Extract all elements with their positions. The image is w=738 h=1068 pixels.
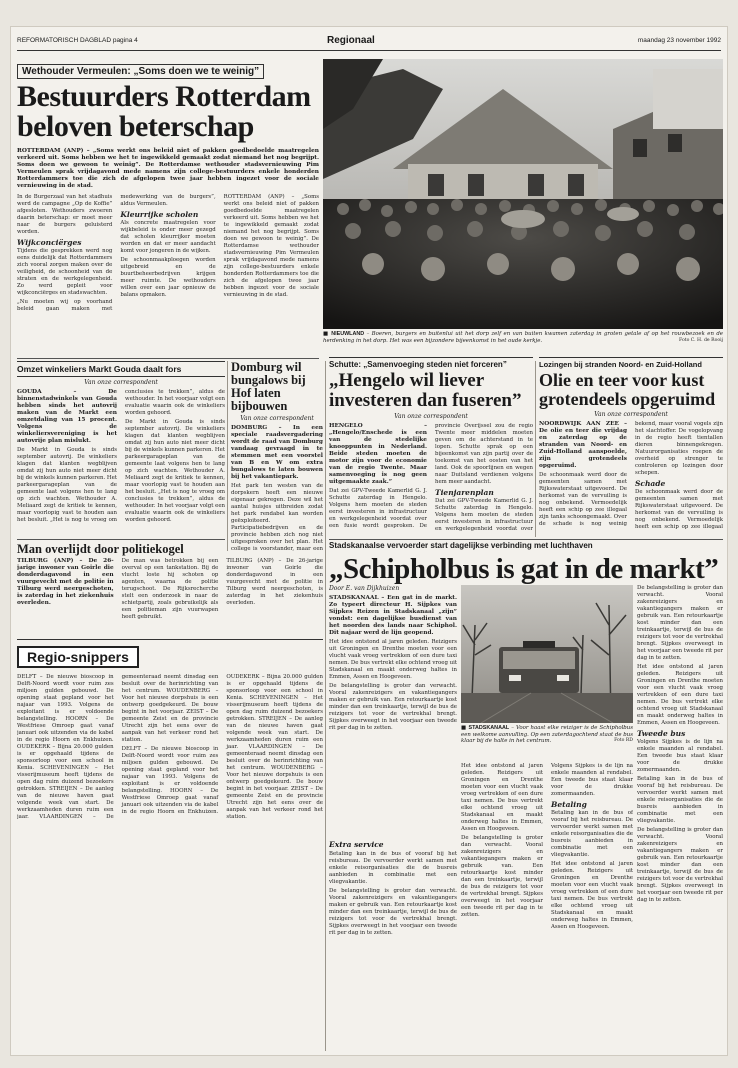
photo-crowd [323, 59, 723, 329]
body-paragraph: De schoonmaak werd door de gemeenten samen met Rijkswaterstaat uitgevoerd. De herkomst van de vervuiling is nog onbekend. Vermoedelijk heeft een schip op zee illegaal zijn tanks schoongemaakt. Over de schade is nog weinig bekend, maar vooral vogels zijn het slachtoffer. De vogelopvang in de regio heeft tientallen dieren binnengekregen. Natuurorganisaties roepen de overheid op strenger te controleren op lozingen door schepen. [539, 421, 723, 527]
article-lead: DOMBURG – In een speciale raadsvergadering wordt de raad van Domburg vandaag gevraagd in te stemmen met een voorstel van B en W om extra bungalows te laten bouwen bij het vakantiepark. [231, 425, 323, 480]
subheading: Betaling [551, 800, 587, 809]
article-body [539, 421, 723, 533]
article-headline: „Hengelo wil liever investeren dan fuseren” [329, 370, 522, 411]
body-paragraph: De belangstelling is groter dan verwacht. Vooral zakenreizigers en vakantiegangers maken er gebruik van. Een retourkaartje kost minder dan een treinkaartje, terwijl de bus de reizigers tot voor de vertrekhal brengt. Sijpkes overweegt in het voorjaar een tweede rit per dag in te zetten. [461, 835, 543, 918]
article-lead: TILBURG (ANP) – De 26-jarige inwoner van Goirle die donderdagavond in een vuurgevecht met de politie in Tilburg werd neergeschoten, is zaterdag in het ziekenhuis overleden. [17, 558, 114, 606]
body-paragraph: Het park ten westen van de dorpskern heeft een nieuwe eigenaar gekregen. Deze wil het aantal huisjes uitbreiden zodat het park rendabel kan worden geëxploiteerd. Participatiebedrijven en de provincie hebben zich nog niet uitgesproken over het plan. Het college is voorstander, maar een [231, 483, 323, 551]
article-headline: Man overlijdt door politiekogel [17, 543, 184, 556]
schipholbus-lower [329, 837, 457, 1051]
article-byline: Van onze correspondent [84, 379, 158, 386]
body-paragraph: DELFT – De nieuwe bioscoop in Delft-Noord wordt voor ruim zes miljoen gulden gebouwd. De opening staat gepland voor het najaar van 1993. Volgens de exploitant is er voldoende belangstelling. HOORN – De Westfriese Omroep gaat vanaf januari ook uitzenden via de kabel in de regio Hoorn en Enkhuizen. OUDEKERK – Bijna 20.000 gulden is er opgehaald tijdens de sponsorloop voor een school in Kenia. SCHEVENINGEN – Het visserijmuseum heeft tijdens de open dag ruim duizend bezoekers getrokken. STREIJEN – De aanleg van de nieuwe haven gaat volgende week van start. De werkzaamheden duren ruim een jaar. VLAARDINGEN – De gemeenteraad neemt dinsdag een besluit over de herinrichting van het centrum. WOUDENBERG – Voor het nieuwe dorpshuis is een ontwerp goedgekeurd. De bouw begint in het voorjaar. ZEIST – De gemeente Zeist en de provincie Utrecht zijn het eens over de aanpak van het verkeer rond het station. [121, 674, 323, 820]
paper-date: maandag 23 november 1992 [637, 37, 721, 44]
article-headline: Domburg wil bungalows bij Hof laten bijbouwen [231, 361, 306, 413]
article-rotterdam [17, 59, 319, 357]
article-byline: Van onze correspondent [394, 413, 468, 420]
article-lead: ROTTERDAM (ANP) – „Soms werkt ons beleid niet of pakken goedbedoelde maatregelen verkeerd uit. Soms hebben we het te ingewikkeld gemaakt zodat niemand het nog begrijpt. Soms doen we gewoon te weinig”. De Rotterdamse wethouder stadsvernieuwing Pim Vermeulen sprak vrijdagavond mede namens zijn college-bestuurders enkele honderden Rotterdammers toe die zich de afgelopen twee jaar hebben ingezet voor de sociale vernieuwing in de stad. [17, 148, 319, 189]
camera-icon: ■ [461, 725, 469, 731]
body-paragraph: De belangstelling is groter dan verwacht. Vooral zakenreizigers en vakantiegangers maken er gebruik van. Een retourkaartje kost minder dan een treinkaartje, terwijl de bus de reizigers tot voor de vertrekhal brengt. Sijpkes overweegt in het voorjaar een tweede rit per dag in te zetten. [329, 683, 457, 731]
article-domburg [231, 361, 323, 551]
column-divider [535, 361, 536, 537]
subheading: Kleurrijke scholen [120, 210, 199, 219]
article-body [329, 851, 457, 937]
camera-icon: ■ [323, 331, 332, 337]
body-paragraph: Als concrete maatregelen voor wijkbeleid is onder meer gezegd dat scholen kleurrijker moeten worden en dat er meer aandacht komt voor jongeren in de wijken. [120, 220, 216, 254]
body-paragraph: Betaling kan in de bus of vooraf bij het reisbureau. De vervoerder werkt samen met enkele reisorganisaties die de busreis aanbieden in combinatie met een vliegvakantie. [637, 776, 723, 824]
section-title: Regionaal [327, 35, 375, 46]
body-paragraph: Betaling kan in de bus of vooraf bij het reisbureau. De vervoerder werkt samen met enkele reisorganisaties die de busreis aanbieden in combinatie met een vliegvakantie. [329, 851, 457, 885]
article-olie [539, 357, 723, 537]
article-body [17, 389, 225, 539]
article-body [17, 558, 323, 630]
caption-label: NIEUWLAND [331, 331, 365, 337]
body-paragraph: Het idee ontstond al jaren geleden. Reizigers uit Groningen en Drenthe moeten voor een vlucht vaak vroeg vertrekken of een dure taxi nemen. De bus vertrekt elke ochtend vroeg uit Stadskanaal en maakt onderweg haltes in Emmen, Assen en Hoogeveen. [461, 763, 543, 832]
crowd-photo-image [323, 59, 723, 329]
article-tilburg [17, 543, 323, 635]
subheading: Tienjarenplan [435, 488, 494, 497]
regio-body [17, 674, 323, 1050]
regio-title: Regio-snippers [17, 646, 139, 668]
column-divider [227, 361, 228, 551]
body-paragraph: De belangstelling is groter dan verwacht. Vooral zakenreizigers en vakantiegangers maken er gebruik van. Een retourkaartje kost minder dan een treinkaartje, terwijl de bus de reizigers tot voor de vertrekhal brengt. Sijpkes overweegt in het voorjaar een tweede rit per dag in te zetten. [637, 585, 723, 661]
article-lead: HENGELO – „Hengelo/Enschede is een van de stedelijke knooppunten in Nederland. Beide steden moeten de motor zijn voor de economie van de regio Twente. Maar samenvoeging is nog geen uitgemaakte zaak.” [329, 423, 427, 485]
body-paragraph: Het idee ontstond al jaren geleden. Reizigers uit Groningen en Drenthe moeten voor een vlucht vaak vroeg vertrekken of een dure taxi nemen. De bus vertrekt elke ochtend vroeg uit Stadskanaal en maakt onderweg haltes in Emmen, Assen en Hoogeveen. [551, 861, 633, 930]
article-body [17, 194, 319, 354]
photo-caption [323, 331, 723, 353]
article-kicker: Wethouder Vermeulen: „Soms doen we te weinig” [17, 64, 264, 79]
article-byline: Van onze correspondent [594, 411, 668, 418]
article-hengelo [329, 357, 533, 533]
body-paragraph: De Markt in Gouda is sinds september autovrij. De winkeliers klagen dat klanten wegblijven omdat zij hun auto niet meer dicht bij de winkels kunnen parkeren. Het parkeergarageplan van de gemeente laat volgens hen te lang op zich wachten. Wethouder A. Meliaard zegt de kritiek te kennen, maar voorlopig vast te houden aan het besluit. „Het is nog te vroeg om conclusies te trekken”, aldus de wethouder. In het voorjaar volgt een evaluatie waarin ook de winkeliers worden gehoord. [125, 419, 225, 523]
body-paragraph: De schoonmaak werd door de gemeenten samen met Rijkswaterstaat uitgevoerd. De herkomst van de vervuiling is nog onbekend. Vermoedelijk heeft een schip op zee illegaal [635, 489, 723, 530]
body-paragraph: Het idee ontstond al jaren geleden. Reizigers uit Groningen en Drenthe moeten voor een vlucht vaak vroeg vertrekken of een dure taxi nemen. De bus vertrekt elke ochtend vroeg uit Stadskanaal en maakt onderweg haltes in Emmen, Assen en Hoogeveen. [329, 639, 457, 680]
article-lead: NOORDWIJK AAN ZEE – De olie en teer die vrijdag en zaterdag op de stranden van Noord- en Zuid-Holland aanspoelde, zijn grotendeels opgeruimd. [539, 421, 627, 469]
body-paragraph: Dat zei GPV-Tweede Kamerlid G. J. Schutte zaterdag in Hengelo. Volgens hem moeten de steden eerst investeren in infrastructuur en werkgelegenheid voordat over [435, 498, 533, 532]
body-paragraph: Tijdens die gesprekken werd nog eens duidelijk dat Rotterdammers zich vooral zorgen maken over de veiligheid, de schoonheid van de straten en de werkgelegenheid. Zo werd gepleit voor wijkconciërges en stadswachten. [17, 248, 113, 296]
article-body [329, 595, 457, 732]
body-paragraph: Volgens Sijpkes is de lijn na enkele maanden al rendabel. Een tweede bus staat klaar voor de drukke zomermaanden. [551, 763, 633, 797]
body-paragraph: Het idee ontstond al jaren geleden. Reizigers uit Groningen en Drenthe moeten voor een vlucht vaak vroeg vertrekken of een dure taxi nemen. De bus vertrekt elke ochtend vroeg uit Stadskanaal en maakt onderweg haltes in Emmen, Assen en Hoogeveen. [637, 664, 723, 726]
body-paragraph: ROTTERDAM (ANP) – „Soms werkt ons beleid niet of pakken goedbedoelde maatregelen verkeerd uit. Soms hebben we het te ingewikkeld gemaakt zodat niemand het nog begrijpt. Soms doen we gewoon te weinig”. De Rotterdamse wethouder stadsvernieuwing Pim Vermeulen sprak vrijdagavond mede namens zijn college-bestuurders enkele honderden Rotterdammers toe die zich de afgelopen twee jaar hebben ingezet voor de sociale vernieuwing in de stad. [223, 194, 319, 298]
article-body [231, 425, 323, 551]
schipholbus-col-right [637, 585, 723, 1051]
body-paragraph: In de Burgerzaal van het stadhuis werd de campagne „Op de Koffie” afgesloten. Wethouders zwoeren daarin beterschap: er moet meer naar de burgers geluisterd worden. [17, 194, 113, 235]
bus-photo-image [461, 585, 633, 723]
newspaper-page [10, 26, 728, 1056]
body-paragraph: Dat zei GPV-Tweede Kamerlid G. J. Schutte zaterdag in Hengelo. Volgens hem moeten de steden eerst investeren in infrastructuur en werkgelegenheid voordat over een fusie wordt gesproken. De provincie Overijssel zou de regio Twente meer middelen moeten geven om de achterstand in te lopen. Schutte sprak op een bijeenkomst van zijn partij over de toekomst van het oosten van het land. Ook de spoorlijnen en wegen naar Duitsland verdienen volgens hem meer aandacht. [329, 423, 533, 529]
divider [17, 358, 319, 359]
body-paragraph: DELFT – De nieuwe bioscoop in Delft-Noord wordt voor ruim zes miljoen gulden gebouwd. De opening staat gepland voor het najaar van 1993. Volgens de exploitant is er voldoende belangstelling. HOORN – De Westfriese Omroep gaat vanaf januari ook uitzenden via de kabel in de regio Hoorn en Enkhuizen. OUDEKERK – Bijna 20.000 gulden is er opgehaald tijdens de sponsorloop voor een school in Kenia. SCHEVENINGEN – Het visserijmuseum heeft tijdens de open dag ruim duizend bezoekers getrokken. STREIJEN – De aanleg van de nieuwe haven gaat volgende week van start. De werkzaamheden duren ruim een jaar. VLAARDINGEN – De gemeenteraad neemt dinsdag een besluit over de herinrichting van het centrum. WOUDENBERG – Voor het nieuwe dorpshuis is een ontwerp goedgekeurd. De bouw begint in het voorjaar. ZEIST – De gemeente Zeist en de provincie Utrecht zijn het eens over de aanpak van het verkeer rond het station. [17, 674, 219, 820]
subheading: Extra service [329, 840, 384, 849]
photo-credit: Foto RD [614, 738, 633, 744]
article-gouda [17, 361, 225, 539]
article-headline: „Schipholbus is gat in de markt” [329, 553, 719, 585]
article-headline: Omzet winkeliers Markt Gouda daalt fors [17, 361, 225, 377]
paper-name: REFORMATORISCH DAGBLAD pagina 4 [17, 37, 138, 44]
article-byline: Van onze correspondent [240, 415, 314, 422]
article-byline: Door E. van Dijkhuizen [329, 585, 400, 592]
body-paragraph: „Nu moeten wij op voorhand beleid gaan maken met medewerking van de burgers”, aldus Vermeulen. [17, 194, 216, 312]
article-lead: STADSKANAAL – Een gat in de markt. Zo typeert directeur H. Sijpkes van Sijpkes Reizen in Stadskanaal „zijn” vondst: een dagelijkse busdienst van het noorden des lands naar Schiphol. Dit najaar werd de lijn geopend. [329, 595, 457, 636]
column-divider [325, 361, 326, 1051]
page-header [17, 35, 721, 51]
article-headline: Olie en teer voor kust grotendeels opgeruimd [539, 370, 716, 409]
article-kicker: Lozingen bij stranden Noord- en Zuid-Holland [539, 357, 723, 369]
regio-snippers [17, 639, 323, 1051]
schipholbus-intro [329, 583, 457, 835]
article-kicker: Schutte: „Samenvoeging steden niet forceren” [329, 357, 533, 369]
body-paragraph: De belangstelling is groter dan verwacht. Vooral zakenreizigers en vakantiegangers maken er gebruik van. Een retourkaartje kost minder dan een treinkaartje, terwijl de bus de reizigers tot voor de vertrekhal brengt. Sijpkes overweegt in het voorjaar een tweede rit per dag in te zetten. [329, 888, 457, 936]
subheading: Schade [635, 479, 666, 488]
divider [329, 539, 723, 540]
subheading: Wijkconciërges [17, 238, 82, 247]
body-paragraph: De Markt in Gouda is sinds september autovrij. De winkeliers klagen dat klanten wegblijven omdat zij hun auto niet meer dicht bij de winkels kunnen parkeren. Het parkeergarageplan van de gemeente laat volgens hen te lang op zich wachten. Wethouder A. Meliaard zegt de kritiek te kennen, maar voorlopig vast te houden aan het besluit. „Het is nog te vroeg om conclusies te trekken”, aldus de wethouder. In het voorjaar volgt een evaluatie waarin ook de winkeliers worden gehoord. [17, 389, 225, 523]
divider [17, 539, 225, 540]
body-paragraph: Volgens Sijpkes is de lijn na enkele maanden al rendabel. Een tweede bus staat klaar voor de drukke zomermaanden. [637, 739, 723, 773]
schipholbus-mid [461, 763, 633, 1051]
photo-bus [461, 585, 633, 723]
caption-label: STADSKANAAL [468, 725, 510, 731]
photo-credit: Foto C. H. de Rooij [679, 337, 723, 343]
article-body [461, 763, 633, 1051]
body-paragraph: De belangstelling is groter dan verwacht. Vooral zakenreizigers en vakantiegangers maken er gebruik van. Een retourkaartje kost minder dan een treinkaartje, terwijl de bus de reizigers tot voor de vertrekhal brengt. Sijpkes overweegt in het voorjaar een tweede rit per dag in te zetten. [637, 827, 723, 903]
article-headline: Bestuurders Rotterdam beloven beterschap [17, 80, 311, 143]
article-body [329, 423, 533, 533]
caption-text: – Voor haast elke reiziger is de Schipholbus een welkome aanvulling. Op een zaterdagochtend staat de bus klaar bij de halte in het centrum. [461, 725, 633, 745]
body-paragraph: TILBURG (ANP) – De 26-jarige inwoner van Goirle die donderdagavond in een vuurgevecht met de politie in Tilburg werd neergeschoten, is zaterdag in het ziekenhuis overleden. [226, 558, 323, 606]
body-paragraph: De schoonmaakploegen worden uitgebreid en de buurtbeheerbedrijven krijgen meer ruimte. De wethouders willen over een jaar opnieuw de balans opmaken. [120, 257, 216, 298]
article-kicker: Stadskanaalse vervoerder start dagelijkse verbinding met luchthaven [329, 541, 593, 550]
body-paragraph: De man was betrokken bij een overval op een tankstation. Bij de vlucht loste hij schoten op agenten, waarna de politie terugschoot. De Rijksrecherche stelt een onderzoek in naar de schietpartij, zoals gebruikelijk als een politieman zijn vuurwapen heeft gebruikt. [121, 558, 219, 620]
article-lead: GOUDA – De binnenstadwinkels van Gouda hebben sinds het autovrij maken van de Markt een omzetdaling van 15 procent. Volgens de winkeliersvereniging is het autovrije plan mislukt. [17, 389, 117, 444]
caption-text: – Boeren, burgers en buitenlui uit het dorp zelf en van buiten kwamen zaterdag in groten getale af op het rouwbezoek en de herdenking in het dorp. Het was een bijzondere bijeenkomst in het oude kerkje. [323, 331, 723, 344]
article-body [637, 585, 723, 904]
photo-caption-bus [461, 725, 633, 759]
body-paragraph: Betaling kan in de bus of vooraf bij het reisbureau. De vervoerder werkt samen met enkele reisorganisaties die de busreis aanbieden in combinatie met een vliegvakantie. [551, 810, 633, 858]
subheading: Tweede bus [637, 729, 686, 738]
